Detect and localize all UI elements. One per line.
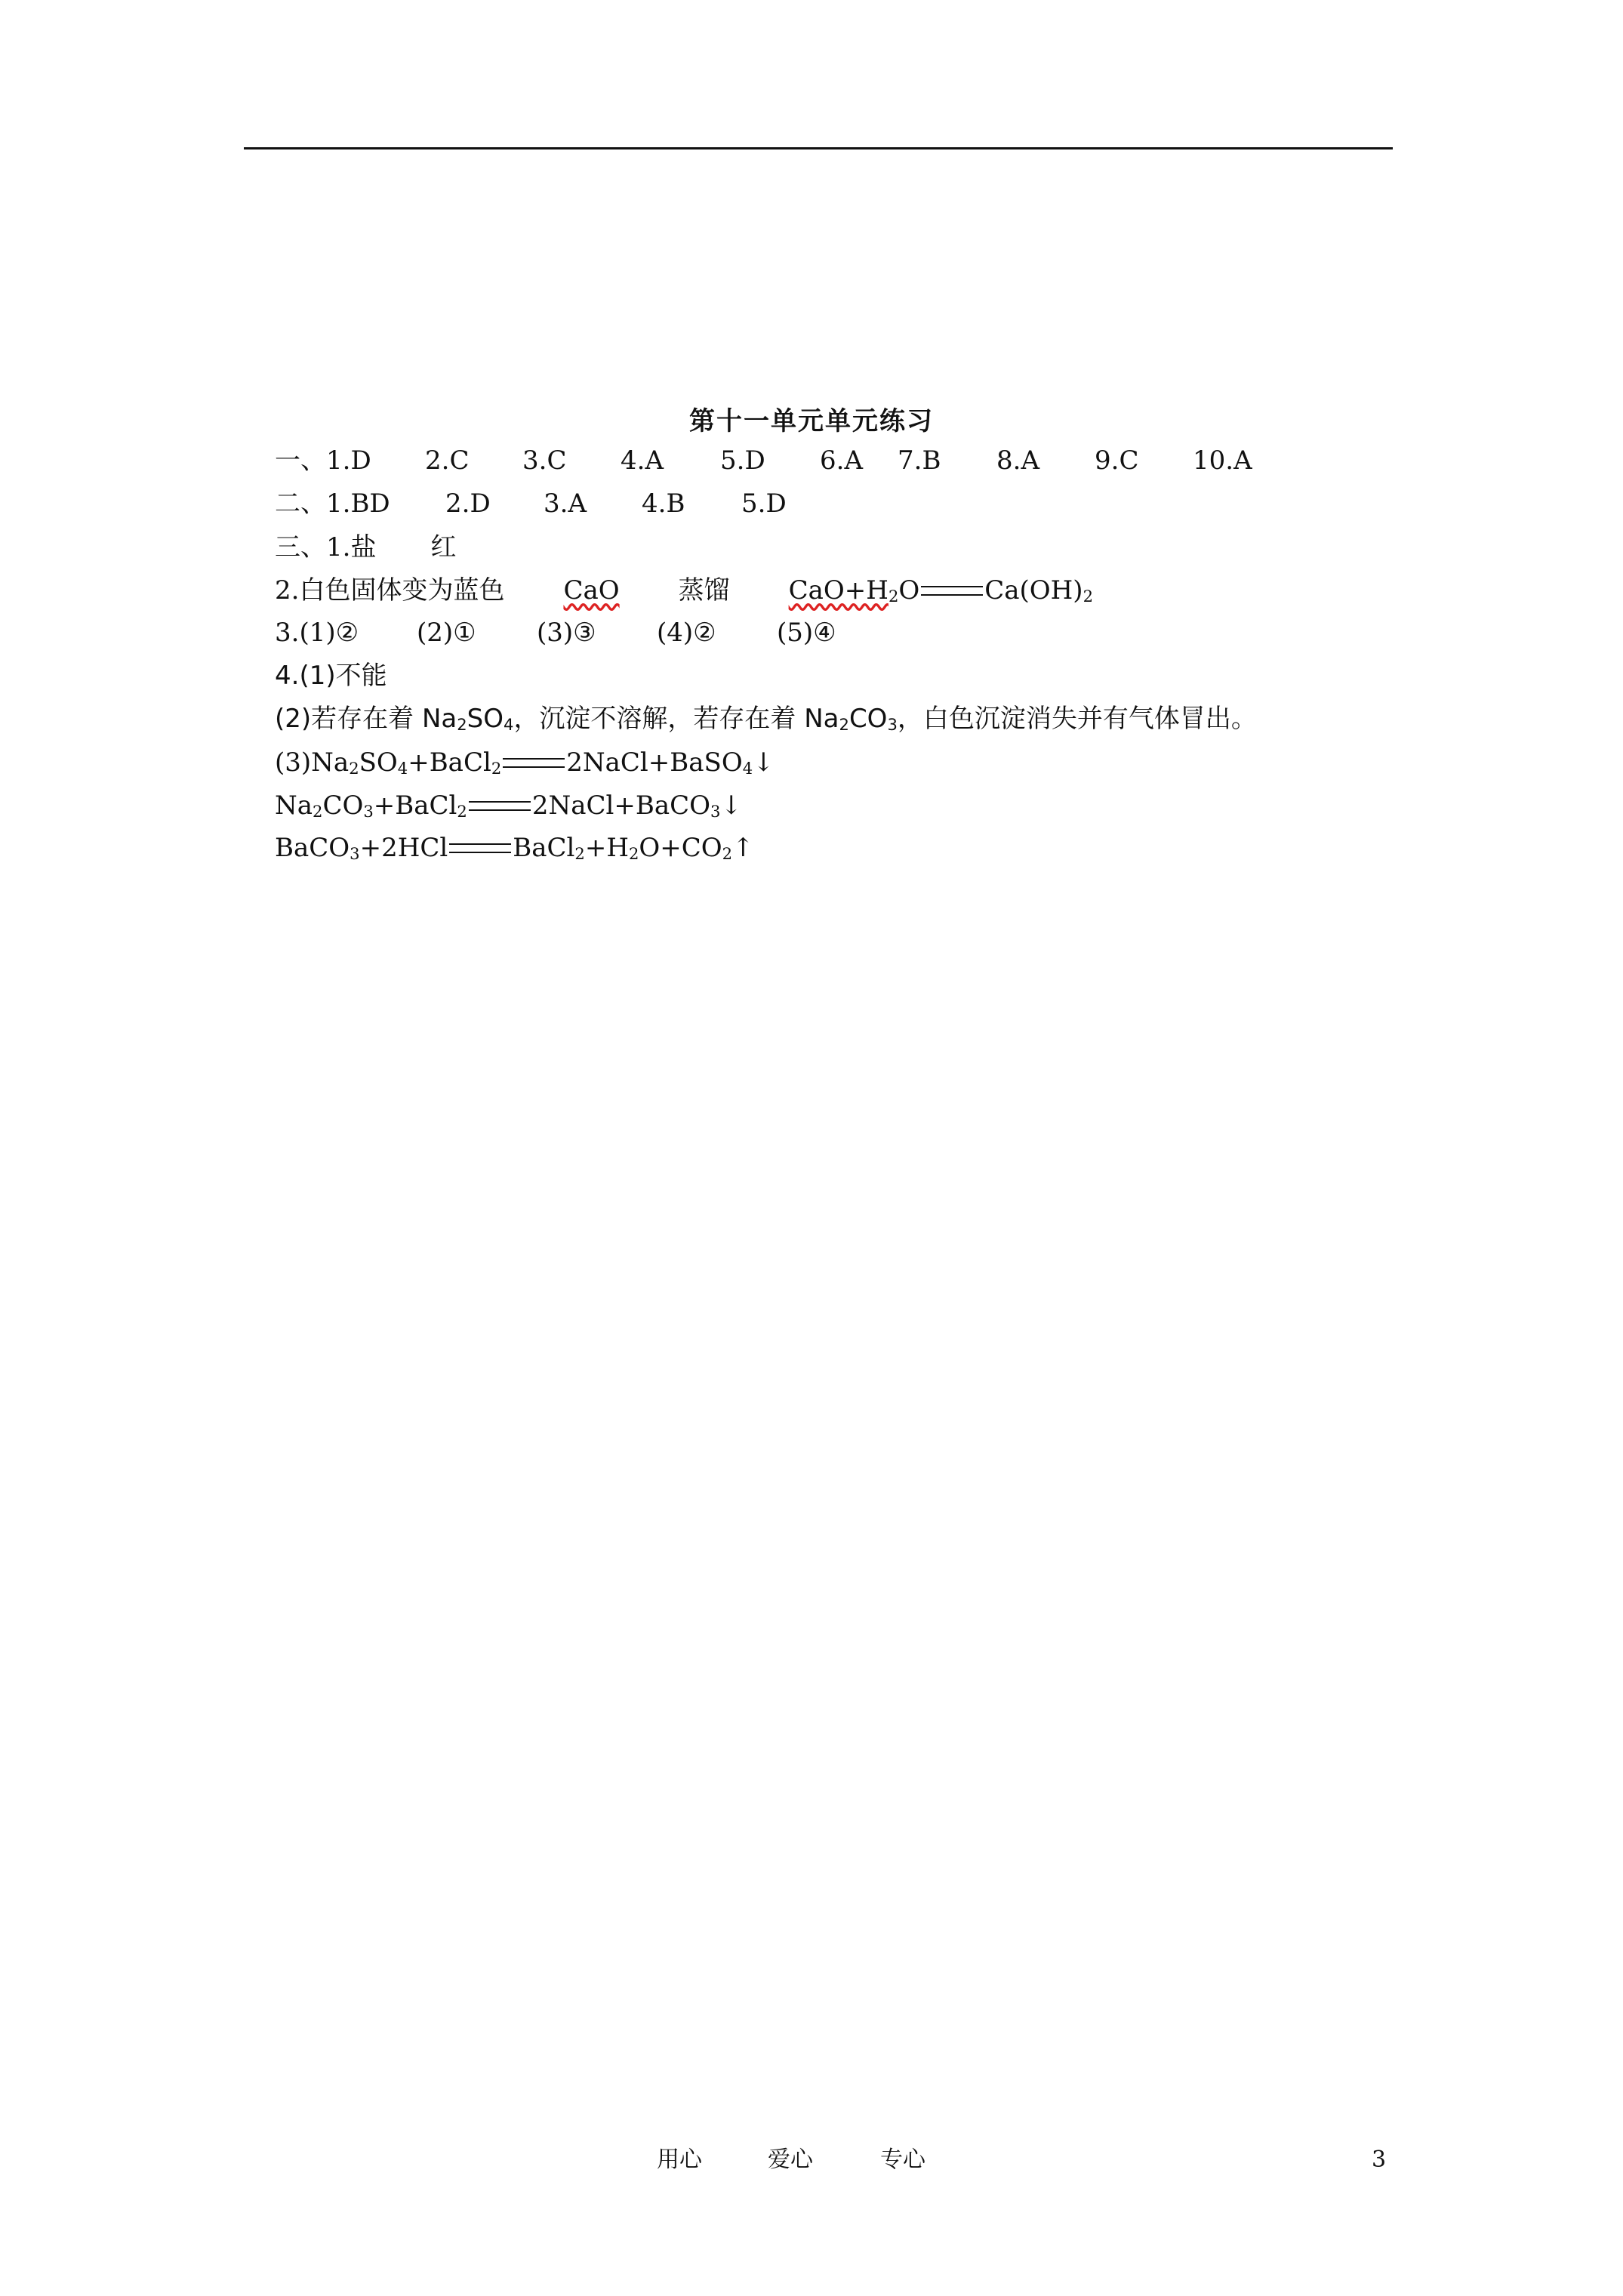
q2-eq-sub: 2: [888, 586, 899, 606]
eq3-s1: 3: [350, 843, 360, 863]
eq1-t3: +BaCl: [408, 747, 491, 778]
answer-2-3: 3.A: [544, 488, 587, 519]
eq3-t1: BaCO: [275, 833, 350, 863]
answer-1-10: 10.A: [1193, 445, 1252, 476]
footer-item-1: 用心: [657, 2147, 702, 2173]
eq1-s2: 4: [397, 758, 408, 778]
eq1-s1: 2: [349, 758, 359, 778]
eq1-r2: 4: [742, 758, 753, 778]
answer-2-1: 1.BD: [326, 488, 390, 519]
section-1-label: 一、: [275, 445, 326, 476]
q2-answer-b: CaO: [563, 575, 620, 606]
q2-eq-cao: CaO+H: [788, 575, 888, 606]
answer-1-7: 7.B: [898, 445, 941, 476]
answer-1-8: 8.A: [996, 445, 1039, 476]
section-1-line: [275, 442, 1252, 479]
up-arrow-icon: ↑: [732, 833, 754, 863]
section-3-q4-line-1: 4.(1)不能: [275, 661, 387, 691]
equation-3: [275, 829, 754, 867]
section-2-label: 二、: [275, 488, 326, 519]
eq3-r2: 2: [574, 843, 585, 863]
q2-answer-a: 白色固体变为蓝色: [299, 575, 505, 606]
section-2-line: [275, 485, 787, 522]
equation-1: [275, 744, 775, 781]
q4-text-3: ，沉淀不溶解，若存在着 Na: [513, 704, 839, 734]
eq2-s2: 3: [363, 801, 374, 821]
down-arrow-icon: ↓: [753, 747, 775, 778]
equals-sign: [503, 758, 565, 768]
eq2-t1: Na: [275, 791, 313, 821]
q2-equation: [789, 575, 1093, 606]
page-title: 第十一单元单元练习: [689, 406, 934, 436]
q2-eq-product: Ca(OH): [984, 575, 1083, 606]
eq1-s3: 2: [491, 758, 502, 778]
q4-sub-4: 3: [887, 714, 898, 734]
q2-answer-c: 蒸馏: [678, 575, 730, 606]
eq1-r1: 2NaCl+BaSO: [566, 747, 743, 778]
q4-text-1: (2)若存在着 Na: [275, 704, 457, 734]
answer-2-2: 2.D: [445, 488, 491, 519]
answer-1-5: 5.D: [720, 445, 765, 476]
footer-item-2: 爱心: [768, 2147, 813, 2173]
q3-part-5: (5)④: [777, 618, 836, 648]
answer-1-2: 2.C: [425, 445, 470, 476]
footer-item-3: 专心: [880, 2147, 925, 2173]
q2-number: 2.: [275, 575, 300, 606]
eq3-r4: 2: [628, 843, 639, 863]
q4-text-5: ，白色沉淀消失并有气体冒出。: [897, 704, 1257, 734]
header-rule: [244, 147, 1393, 149]
q1-number: 1.: [326, 532, 351, 562]
answer-1-4: 4.A: [621, 445, 664, 476]
q3-part-3: (3)③: [537, 618, 596, 648]
q4-text-4: CO: [848, 704, 888, 734]
q4-sub-1: 2: [457, 714, 467, 734]
eq3-t2: +2HCl: [359, 833, 448, 863]
down-arrow-icon: ↓: [720, 791, 742, 821]
answer-1-9: 9.C: [1095, 445, 1139, 476]
eq3-r3: +H: [584, 833, 629, 863]
section-3-q4-line-2: [275, 700, 1257, 738]
q3-part-2: (2)①: [417, 618, 476, 648]
q3-part-4: (4)②: [657, 618, 716, 648]
q2-eq-product-sub: 2: [1083, 586, 1093, 606]
eq2-s1: 2: [313, 801, 323, 821]
eq3-r5: O+CO: [639, 833, 722, 863]
eq2-r2: 3: [710, 801, 721, 821]
page-number: 3: [1372, 2147, 1387, 2173]
eq2-s3: 2: [457, 801, 467, 821]
eq2-r1: 2NaCl+BaCO: [531, 791, 711, 821]
eq3-r6: 2: [722, 843, 733, 863]
equals-sign: [921, 586, 983, 596]
equation-2: [275, 787, 742, 824]
eq2-t2: CO: [322, 791, 364, 821]
answer-1-6: 6.A: [820, 445, 863, 476]
answer-2-4: 4.B: [642, 488, 685, 519]
answer-1-1: 1.D: [326, 445, 371, 476]
q4-text-2: SO: [467, 704, 504, 734]
section-3-q3-line: [275, 614, 836, 652]
q4-sub-3: 2: [839, 714, 849, 734]
q1-answer-b: 红: [430, 532, 457, 562]
answer-1-3: 3.C: [522, 445, 567, 476]
section-3-q1-line: [275, 529, 456, 566]
answer-2-5: 5.D: [741, 488, 787, 519]
section-3-q2-line: [275, 572, 1093, 609]
equals-sign: [469, 801, 531, 811]
q4-sub-2: 4: [504, 714, 514, 734]
equals-sign: [449, 843, 511, 853]
q2-eq-o: O: [898, 575, 920, 606]
q1-answer-a: 盐: [350, 532, 377, 562]
eq2-t3: +BaCl: [373, 791, 457, 821]
q3-part-1: 3.(1)②: [275, 618, 359, 648]
eq1-t2: SO: [359, 747, 398, 778]
eq3-r1: BaCl: [513, 833, 575, 863]
eq1-t1: (3)Na: [275, 747, 350, 778]
section-3-label: 三、: [275, 532, 326, 562]
